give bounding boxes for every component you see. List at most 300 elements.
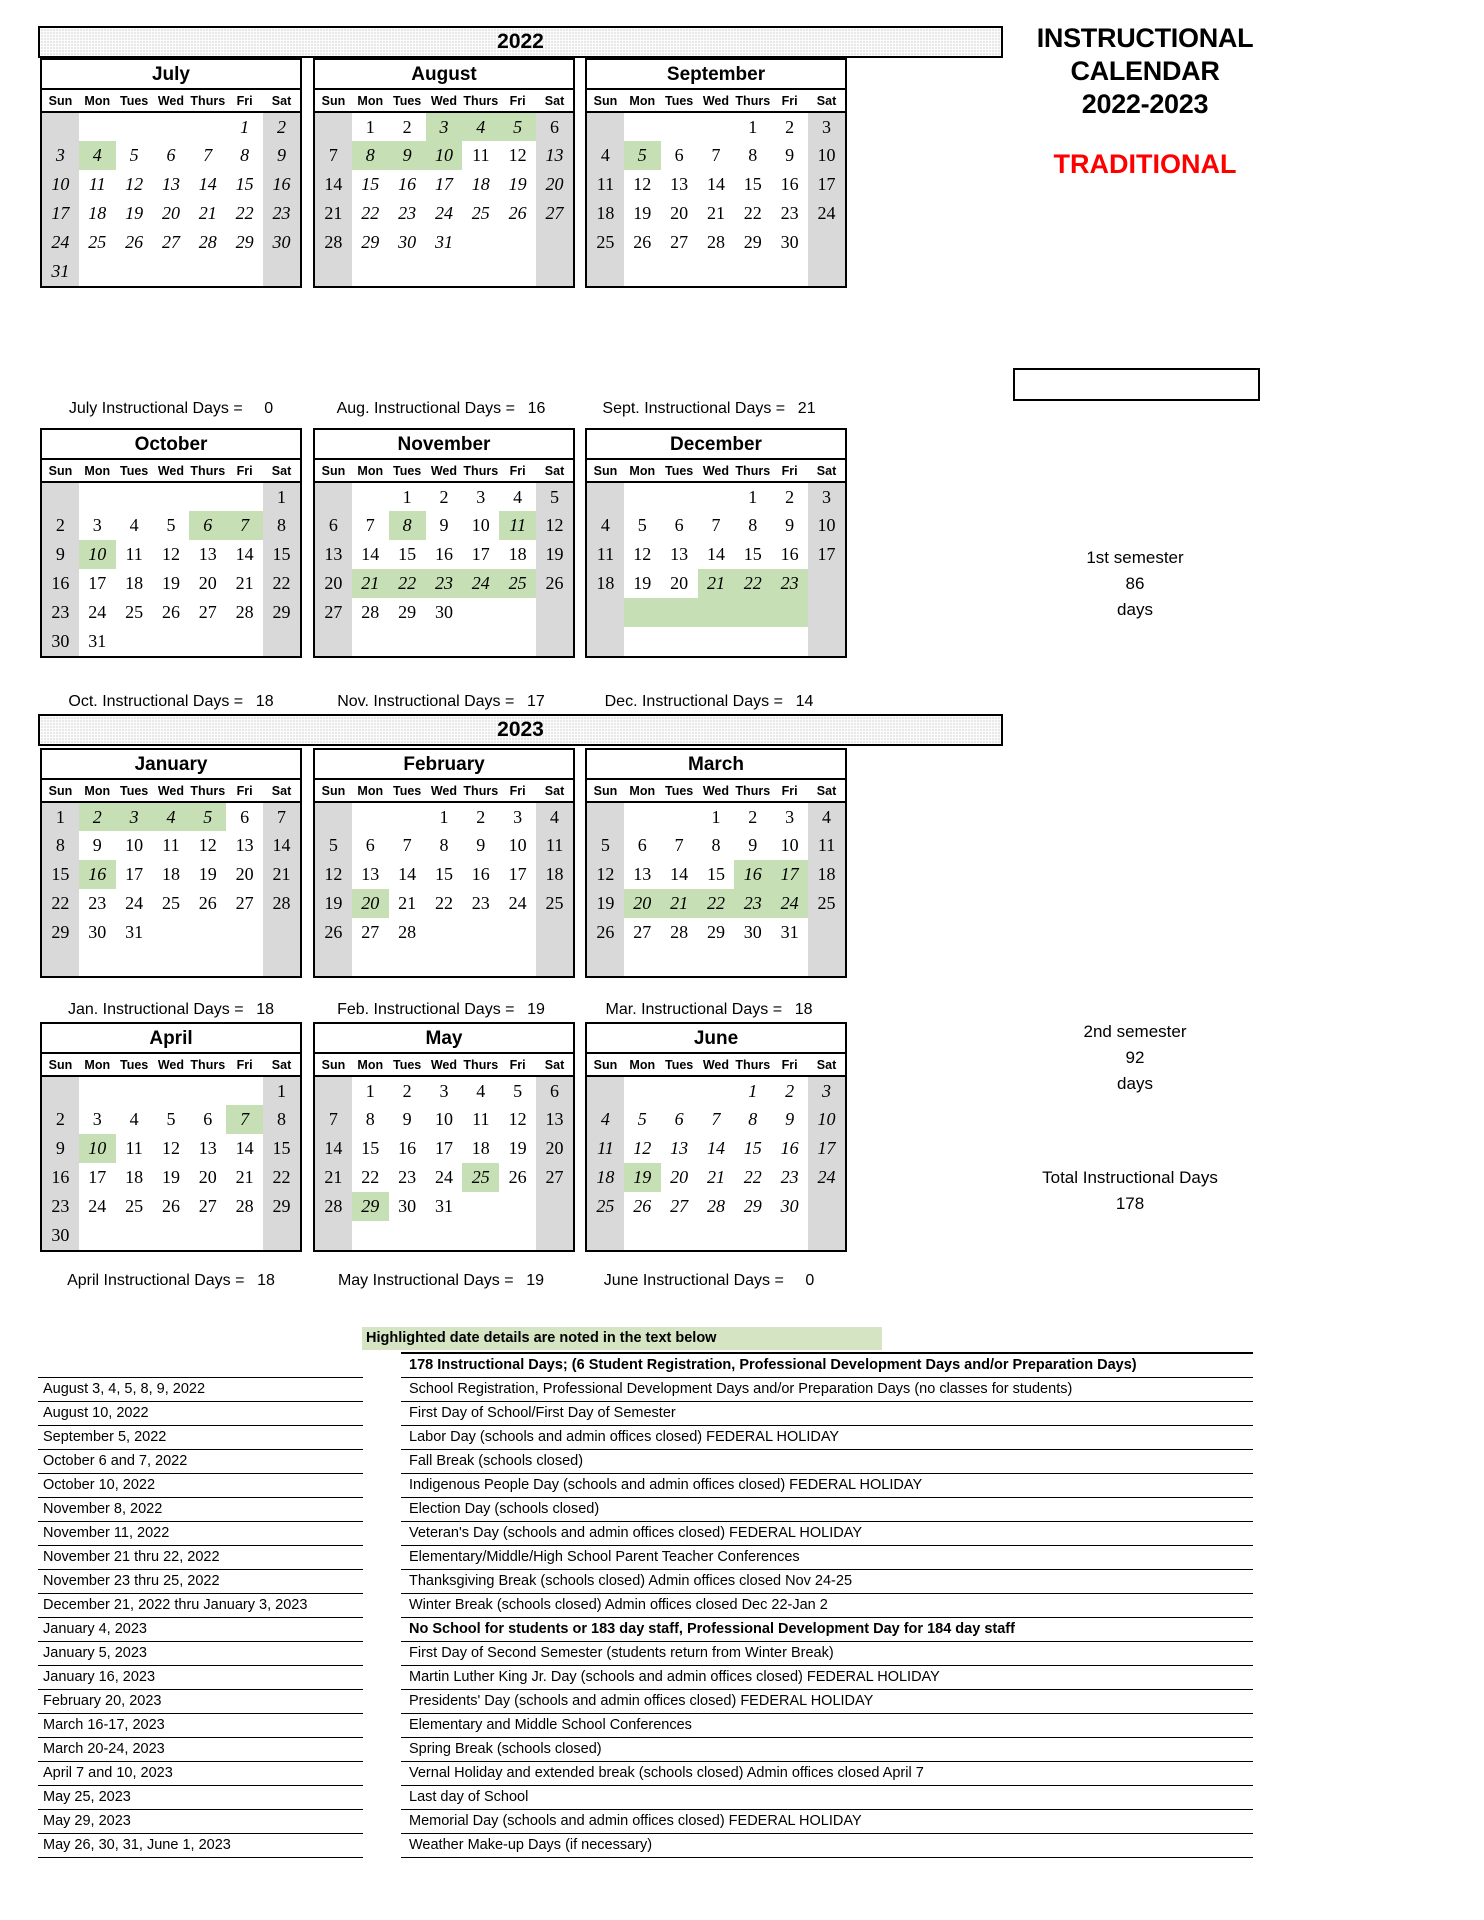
day-cell-empty: [153, 112, 190, 141]
day-cell-empty: [315, 1221, 352, 1250]
legend-spacer-cell: [363, 1498, 401, 1522]
calendar-grid-november: [315, 460, 573, 656]
weekday-header-sat: Sat: [263, 460, 300, 482]
legend-row: [38, 1594, 1253, 1618]
day-cell-october-18: 18: [125, 573, 144, 593]
day-cell-january-27: 27: [235, 893, 254, 913]
day-cell-august-28: 28: [315, 228, 352, 257]
day-cell-january-20: 20: [235, 864, 254, 884]
legend-row: [38, 1714, 1253, 1738]
day-cell-march-14: 14: [670, 864, 689, 884]
day-cell-march-22: 22: [698, 889, 735, 918]
day-cell-january-2: 2: [79, 802, 116, 831]
calendar-week-row: [42, 540, 300, 569]
legend-spacer-cell: [363, 1810, 401, 1834]
day-cell-june-18: 18: [587, 1163, 624, 1192]
day-cell-september-20: 20: [670, 203, 689, 223]
day-cell-october-4: 4: [129, 515, 139, 535]
day-cell-november-18: 18: [508, 544, 527, 564]
day-cell-june-30: 30: [780, 1196, 799, 1216]
day-cell-march-11: 11: [808, 831, 845, 860]
weekday-header-wed: Wed: [153, 1054, 190, 1076]
day-cell-empty: [698, 482, 735, 511]
calendar-week-row: [587, 918, 845, 947]
day-cell-empty: [624, 802, 661, 831]
day-cell-january-3: 3: [116, 802, 153, 831]
calendar-week-row: [42, 141, 300, 170]
day-cell-february-4: 4: [536, 802, 573, 831]
day-cell-may-11: 11: [472, 1109, 490, 1129]
legend-date-cell: September 5, 2022: [38, 1426, 363, 1450]
calendar-grid-february: [315, 780, 573, 976]
day-cell-december-10: 10: [808, 511, 845, 540]
weekday-header-mon: Mon: [624, 780, 661, 802]
day-cell-may-1: 1: [365, 1080, 375, 1101]
day-cell-empty: [734, 627, 771, 656]
calendar-week-row: [315, 112, 573, 141]
day-cell-empty: [352, 257, 389, 286]
day-cell-december-7: 7: [711, 515, 721, 535]
day-cell-february-22: 22: [434, 893, 453, 913]
weekday-header-tues: Tues: [389, 460, 426, 482]
calendar-week-row: [587, 1076, 845, 1105]
day-cell-empty: [116, 112, 153, 141]
day-cell-empty: [426, 1221, 463, 1250]
day-cell-empty: [661, 598, 698, 627]
day-cell-june-14: 14: [706, 1138, 725, 1158]
total-days-label: Total Instructional Days: [1042, 1168, 1218, 1187]
day-cell-empty: [263, 1221, 300, 1250]
day-cell-empty: [808, 257, 845, 286]
day-cell-may-24: 24: [434, 1167, 453, 1187]
day-cell-empty: [661, 257, 698, 286]
month-title-july: July: [42, 60, 300, 90]
calendar-week-row: [42, 947, 300, 976]
day-cell-empty: [808, 1221, 845, 1250]
day-cell-empty: [661, 947, 698, 976]
day-cell-june-29: 29: [743, 1196, 762, 1216]
day-cell-empty: [116, 947, 153, 976]
instructional-days-value: 19: [526, 1272, 545, 1289]
instructional-days-note-january: [40, 1001, 302, 1019]
day-cell-may-7: 7: [315, 1105, 352, 1134]
legend-date-cell: August 10, 2022: [38, 1402, 363, 1426]
weekday-header-thurs: Thurs: [462, 1054, 499, 1076]
day-cell-january-22: 22: [42, 889, 79, 918]
weekday-header-thurs: Thurs: [189, 1054, 226, 1076]
weekday-header-sat: Sat: [263, 1054, 300, 1076]
legend-row: [38, 1353, 1253, 1378]
calendar-week-row: [42, 889, 300, 918]
weekday-header-wed: Wed: [698, 90, 735, 112]
day-cell-december-12: 12: [633, 544, 652, 564]
day-cell-june-7: 7: [711, 1109, 721, 1129]
title-line-3: 2022-2023: [1081, 89, 1209, 119]
day-cell-july-16: 16: [263, 170, 300, 199]
day-cell-october-22: 22: [263, 569, 300, 598]
legend-date-cell: December 21, 2022 thru January 3, 2023: [38, 1594, 363, 1618]
day-cell-december-23: 23: [771, 569, 808, 598]
day-cell-empty: [263, 947, 300, 976]
day-cell-august-23: 23: [398, 203, 417, 223]
day-cell-empty: [698, 627, 735, 656]
day-cell-october-20: 20: [198, 573, 217, 593]
day-cell-empty: [462, 598, 499, 627]
calendar-week-row: [42, 918, 300, 947]
day-cell-may-5: 5: [513, 1080, 523, 1101]
weekday-header-fri: Fri: [771, 1054, 808, 1076]
day-cell-june-13: 13: [670, 1138, 689, 1158]
legend-description-cell: First Day of School/First Day of Semester: [401, 1402, 1253, 1426]
instructional-days-value: 21: [797, 400, 816, 417]
day-cell-may-29: 29: [352, 1192, 389, 1221]
day-cell-february-9: 9: [476, 835, 486, 855]
instructional-days-label: Jan. Instructional Days =: [67, 1001, 249, 1018]
day-cell-november-8: 8: [389, 511, 426, 540]
day-cell-december-14: 14: [706, 544, 725, 564]
day-cell-july-14: 14: [198, 174, 217, 194]
legend-spacer-cell: [363, 1690, 401, 1714]
day-cell-april-28: 28: [235, 1196, 254, 1216]
day-cell-february-8: 8: [439, 835, 449, 855]
legend-spacer-cell: [363, 1353, 401, 1378]
weekday-header-sat: Sat: [263, 90, 300, 112]
day-cell-october-9: 9: [42, 540, 79, 569]
day-cell-october-12: 12: [161, 544, 180, 564]
day-cell-january-28: 28: [263, 889, 300, 918]
instructional-days-label: June Instructional Days =: [603, 1272, 789, 1289]
day-cell-march-23: 23: [734, 889, 771, 918]
weekday-header-sun: Sun: [42, 780, 79, 802]
day-cell-july-18: 18: [88, 203, 107, 223]
calendar-week-row: [42, 1221, 300, 1250]
day-cell-empty: [499, 257, 536, 286]
day-cell-january-8: 8: [42, 831, 79, 860]
legend-spacer-cell: [363, 1570, 401, 1594]
day-cell-empty: [315, 482, 352, 511]
day-cell-august-14: 14: [315, 170, 352, 199]
day-cell-november-21: 21: [352, 569, 389, 598]
weekday-header-tues: Tues: [116, 90, 153, 112]
day-cell-empty: [771, 257, 808, 286]
weekday-header-sat: Sat: [536, 460, 573, 482]
day-cell-january-13: 13: [235, 835, 254, 855]
day-cell-february-13: 13: [361, 864, 380, 884]
legend-row: [38, 1474, 1253, 1498]
day-cell-july-15: 15: [235, 174, 254, 194]
legend-date-cell: May 25, 2023: [38, 1786, 363, 1810]
day-cell-empty: [226, 947, 263, 976]
legend-description-cell: Elementary/Middle/High School Parent Teacher Conferences: [401, 1546, 1253, 1570]
instructional-days-value: 17: [526, 693, 545, 710]
weekday-header-fri: Fri: [499, 460, 536, 482]
day-cell-october-21: 21: [235, 573, 254, 593]
day-cell-november-23: 23: [426, 569, 463, 598]
day-cell-july-30: 30: [263, 228, 300, 257]
day-cell-november-13: 13: [315, 540, 352, 569]
legend-date-cell: May 26, 30, 31, June 1, 2023: [38, 1834, 363, 1858]
day-cell-empty: [462, 627, 499, 656]
day-cell-june-22: 22: [743, 1167, 762, 1187]
day-cell-empty: [226, 1221, 263, 1250]
calendar-week-row: [315, 918, 573, 947]
total-days-value: 178: [1115, 1194, 1145, 1213]
day-cell-september-9: 9: [785, 145, 795, 165]
day-cell-august-15: 15: [361, 174, 380, 194]
legend-date-cell: March 16-17, 2023: [38, 1714, 363, 1738]
day-cell-january-10: 10: [125, 835, 144, 855]
day-cell-empty: [189, 947, 226, 976]
day-cell-may-22: 22: [361, 1167, 380, 1187]
day-cell-empty: [263, 918, 300, 947]
legend-date-cell: November 21 thru 22, 2022: [38, 1546, 363, 1570]
day-cell-empty: [536, 257, 573, 286]
legend-spacer-cell: [363, 1738, 401, 1762]
calendar-week-row: [42, 627, 300, 656]
instructional-days-label: Oct. Instructional Days =: [68, 693, 248, 710]
legend-spacer-cell: [363, 1762, 401, 1786]
weekday-header-sun: Sun: [315, 460, 352, 482]
day-cell-october-29: 29: [263, 598, 300, 627]
day-cell-november-11: 11: [499, 511, 536, 540]
weekday-header-tues: Tues: [661, 1054, 698, 1076]
day-cell-december-19: 19: [633, 573, 652, 593]
day-cell-february-10: 10: [508, 835, 527, 855]
day-cell-august-6: 6: [536, 112, 573, 141]
day-cell-may-10: 10: [434, 1109, 453, 1129]
instructional-days-label: Mar. Instructional Days =: [605, 1001, 787, 1018]
day-cell-september-10: 10: [808, 141, 845, 170]
day-cell-empty: [536, 1221, 573, 1250]
day-cell-september-2: 2: [785, 116, 795, 137]
day-cell-empty: [499, 1221, 536, 1250]
day-cell-august-21: 21: [315, 199, 352, 228]
day-cell-empty: [499, 918, 536, 947]
day-cell-october-23: 23: [42, 598, 79, 627]
calendar-week-row: [587, 141, 845, 170]
weekday-header-thurs: Thurs: [462, 90, 499, 112]
second-semester-days: 92: [1125, 1048, 1145, 1067]
day-cell-october-10: 10: [79, 540, 116, 569]
day-cell-may-26: 26: [508, 1167, 527, 1187]
weekday-header-sat: Sat: [536, 1054, 573, 1076]
day-cell-november-5: 5: [536, 482, 573, 511]
legend-description-cell: School Registration, Professional Development Days and/or Preparation Days (no classes for students): [401, 1378, 1253, 1402]
day-cell-september-7: 7: [711, 145, 721, 165]
legend-description-cell: Winter Break (schools closed) Admin offices closed Dec 22-Jan 2: [401, 1594, 1253, 1618]
instructional-days-value: 16: [527, 400, 546, 417]
day-cell-may-13: 13: [536, 1105, 573, 1134]
day-cell-empty: [352, 802, 389, 831]
legend-description-cell: Vernal Holiday and extended break (schools closed) Admin offices closed April 7: [401, 1762, 1253, 1786]
legend-date-cell: October 6 and 7, 2022: [38, 1450, 363, 1474]
day-cell-february-11: 11: [536, 831, 573, 860]
day-cell-june-2: 2: [785, 1080, 795, 1101]
day-cell-empty: [352, 482, 389, 511]
day-cell-july-13: 13: [161, 174, 180, 194]
day-cell-july-28: 28: [198, 232, 217, 252]
calendar-week-row: [42, 860, 300, 889]
weekday-header-mon: Mon: [79, 460, 116, 482]
day-cell-december-20: 20: [670, 573, 689, 593]
day-cell-june-28: 28: [706, 1196, 725, 1216]
day-cell-august-12: 12: [508, 145, 527, 165]
day-cell-empty: [315, 627, 352, 656]
day-cell-empty: [587, 112, 624, 141]
calendar-week-row: [587, 860, 845, 889]
day-cell-january-5: 5: [189, 802, 226, 831]
day-cell-february-26: 26: [315, 918, 352, 947]
day-cell-may-4: 4: [476, 1080, 486, 1101]
day-cell-empty: [499, 228, 536, 257]
calendar-week-row: [315, 1105, 573, 1134]
day-cell-november-7: 7: [365, 515, 375, 535]
day-cell-empty: [315, 257, 352, 286]
day-cell-august-10: 10: [426, 141, 463, 170]
day-cell-empty: [263, 627, 300, 656]
day-cell-november-24: 24: [462, 569, 499, 598]
calendar-week-row: [315, 598, 573, 627]
day-cell-august-5: 5: [499, 112, 536, 141]
day-cell-september-23: 23: [780, 203, 799, 223]
day-cell-june-4: 4: [587, 1105, 624, 1134]
day-cell-january-1: 1: [42, 802, 79, 831]
day-cell-empty: [771, 598, 808, 627]
day-cell-march-30: 30: [743, 922, 762, 942]
calendar-week-row: [315, 540, 573, 569]
day-cell-november-9: 9: [439, 515, 449, 535]
day-cell-empty: [153, 947, 190, 976]
weekday-header-mon: Mon: [624, 1054, 661, 1076]
weekday-header-tues: Tues: [389, 1054, 426, 1076]
day-cell-july-5: 5: [129, 145, 139, 165]
day-cell-july-20: 20: [161, 203, 180, 223]
day-cell-march-16: 16: [734, 860, 771, 889]
day-cell-april-18: 18: [125, 1167, 144, 1187]
day-cell-february-15: 15: [434, 864, 453, 884]
weekday-header-wed: Wed: [698, 1054, 735, 1076]
day-cell-november-16: 16: [434, 544, 453, 564]
month-card-may: [313, 1022, 575, 1252]
day-cell-may-6: 6: [536, 1076, 573, 1105]
legend-row: [38, 1402, 1253, 1426]
day-cell-january-11: 11: [162, 835, 180, 855]
day-cell-july-3: 3: [42, 141, 79, 170]
day-cell-empty: [587, 802, 624, 831]
instructional-days-value: 18: [257, 1272, 275, 1289]
day-cell-september-5: 5: [624, 141, 661, 170]
weekday-header-mon: Mon: [352, 780, 389, 802]
legend-description-cell: Spring Break (schools closed): [401, 1738, 1253, 1762]
weekday-header-wed: Wed: [153, 460, 190, 482]
day-cell-march-28: 28: [670, 922, 689, 942]
day-cell-empty: [389, 257, 426, 286]
day-cell-january-23: 23: [88, 893, 107, 913]
month-card-november: [313, 428, 575, 658]
day-cell-may-2: 2: [402, 1080, 412, 1101]
legend-date-cell: February 20, 2023: [38, 1690, 363, 1714]
day-cell-march-2: 2: [748, 806, 758, 827]
legend-description-cell: Thanksgiving Break (schools closed) Admin offices closed Nov 24-25: [401, 1570, 1253, 1594]
day-cell-empty: [587, 1076, 624, 1105]
weekday-header-wed: Wed: [426, 780, 463, 802]
day-cell-empty: [624, 112, 661, 141]
weekday-header-thurs: Thurs: [734, 460, 771, 482]
legend-table: [38, 1352, 1253, 1858]
day-cell-november-19: 19: [536, 540, 573, 569]
empty-note-box: [1013, 368, 1260, 401]
day-cell-november-1: 1: [402, 486, 412, 507]
weekday-header-mon: Mon: [352, 90, 389, 112]
day-cell-march-17: 17: [771, 860, 808, 889]
first-semester-days: 86: [1125, 574, 1145, 593]
calendar-week-row: [587, 569, 845, 598]
legend-description-cell: 178 Instructional Days; (6 Student Registration, Professional Development Days and/or Preparation Days): [401, 1353, 1253, 1378]
legend-date-cell: November 23 thru 25, 2022: [38, 1570, 363, 1594]
first-semester-unit: days: [1117, 600, 1153, 619]
day-cell-april-6: 6: [203, 1109, 213, 1129]
day-cell-september-26: 26: [633, 232, 652, 252]
day-cell-april-26: 26: [161, 1196, 180, 1216]
day-cell-november-28: 28: [361, 602, 380, 622]
weekday-header-tues: Tues: [389, 90, 426, 112]
day-cell-empty: [499, 627, 536, 656]
day-cell-empty: [661, 112, 698, 141]
day-cell-empty: [315, 1076, 352, 1105]
day-cell-empty: [226, 918, 263, 947]
day-cell-july-10: 10: [42, 170, 79, 199]
legend-row: [38, 1426, 1253, 1450]
day-cell-july-1: 1: [240, 116, 250, 137]
day-cell-august-19: 19: [508, 174, 527, 194]
calendar-week-row: [587, 228, 845, 257]
month-card-february: [313, 748, 575, 978]
first-semester-note: [1010, 545, 1260, 623]
day-cell-september-30: 30: [780, 232, 799, 252]
title-line-2: CALENDAR: [1070, 56, 1220, 86]
weekday-header-thurs: Thurs: [189, 90, 226, 112]
day-cell-october-26: 26: [161, 602, 180, 622]
day-cell-july-19: 19: [125, 203, 144, 223]
day-cell-empty: [808, 569, 845, 598]
day-cell-june-17: 17: [808, 1134, 845, 1163]
day-cell-empty: [624, 257, 661, 286]
instructional-days-value: 0: [805, 1272, 815, 1289]
day-cell-september-18: 18: [587, 199, 624, 228]
instructional-days-note-february: [310, 1001, 572, 1019]
weekday-header-fri: Fri: [771, 90, 808, 112]
weekday-header-mon: Mon: [624, 90, 661, 112]
day-cell-empty: [536, 627, 573, 656]
legend-date-cell: October 10, 2022: [38, 1474, 363, 1498]
instructional-days-note-july: [40, 400, 302, 418]
calendar-week-row: [42, 482, 300, 511]
day-cell-january-21: 21: [263, 860, 300, 889]
day-cell-empty: [462, 1221, 499, 1250]
weekday-header-fri: Fri: [226, 90, 263, 112]
day-cell-july-26: 26: [125, 232, 144, 252]
weekday-header-fri: Fri: [226, 780, 263, 802]
day-cell-empty: [698, 257, 735, 286]
calendar-week-row: [587, 889, 845, 918]
day-cell-january-19: 19: [198, 864, 217, 884]
day-cell-june-10: 10: [808, 1105, 845, 1134]
legend-date-cell: November 8, 2022: [38, 1498, 363, 1522]
day-cell-january-29: 29: [42, 918, 79, 947]
day-cell-september-8: 8: [748, 145, 758, 165]
legend-row: [38, 1498, 1253, 1522]
day-cell-march-27: 27: [633, 922, 652, 942]
